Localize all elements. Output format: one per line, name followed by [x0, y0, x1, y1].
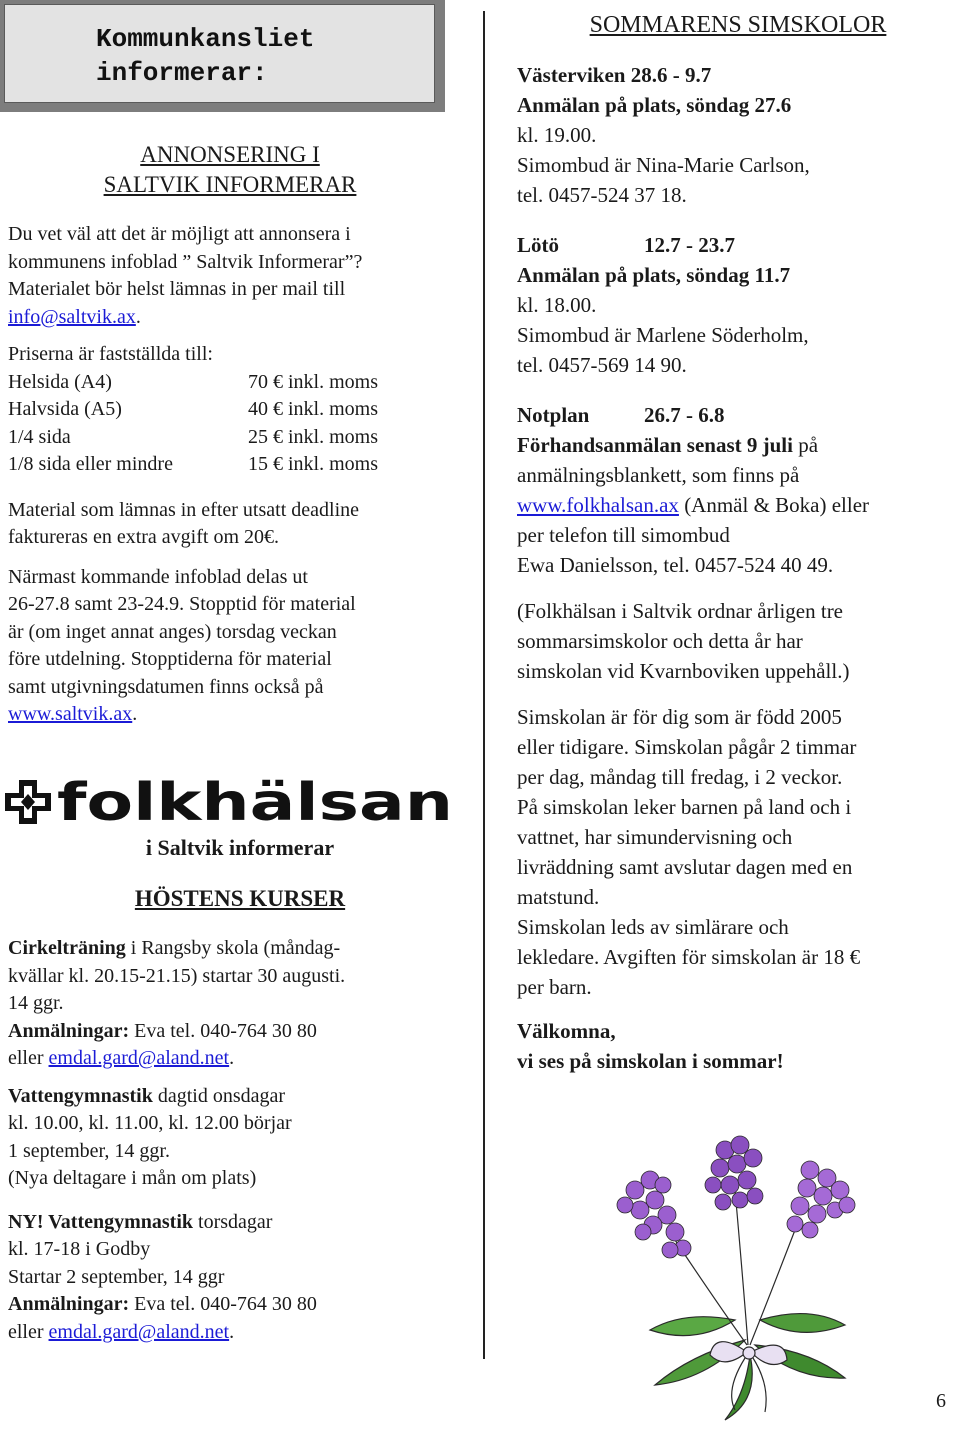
vasterviken-line: Simombud är Nina-Marie Carlson,	[517, 153, 810, 177]
next-line: är (om inget annat anges) torsdag veckan	[8, 620, 337, 643]
forhandsanmalan-label: Förhandsanmälan senast 9 juli	[517, 433, 793, 457]
simskola-line: På simskolan leker barnen på land och i	[517, 795, 852, 819]
loto-name: Lötö	[517, 233, 559, 257]
cirkel-line: 14 ggr.	[8, 992, 64, 1014]
simskolor-title: SOMMARENS SIMSKOLOR	[589, 12, 887, 38]
loto-line: Simombud är Marlene Söderholm,	[517, 323, 809, 347]
header-title	[96, 22, 314, 90]
notplan-line	[517, 430, 957, 460]
site-suffix: .	[132, 703, 138, 725]
simskola-line: Simskolan leds av simlärare och	[517, 915, 789, 939]
ny-label: NY! Vattengymnastik	[8, 1210, 194, 1233]
simskola-line: vattnet, har simundervisning och	[517, 825, 793, 849]
header-title-line1: Kommunkansliet	[96, 24, 315, 54]
welcome-line	[517, 1046, 957, 1076]
anmalan-label: Anmälningar:	[8, 1019, 130, 1042]
vasterviken-line	[517, 90, 957, 120]
welcome-line	[517, 1016, 957, 1046]
email-suffix: .	[135, 305, 141, 328]
forhandsanmalan-text: på	[792, 433, 819, 457]
simskolor-body	[517, 60, 957, 1076]
email-line	[8, 1045, 458, 1073]
emdal-email-link[interactable]: emdal.gard@aland.net	[48, 1047, 230, 1069]
notplan-line: per telefon till simombud	[517, 523, 730, 547]
simskola-line: per barn.	[517, 975, 592, 999]
price-row	[8, 451, 448, 479]
site-line	[8, 701, 448, 729]
emdal-email-link[interactable]: emdal.gard@aland.net	[48, 1320, 230, 1343]
simskola-line: eller tidigare. Simskolan pågår 2 timmar	[517, 735, 857, 759]
simskola-line: lekledare. Avgiften för simskolan är 18 €	[517, 945, 861, 969]
notplan-line: Ewa Danielsson, tel. 0457-524 40 49.	[517, 553, 834, 577]
cirkel-line: kvällar kl. 20.15-21.15) startar 30 augusti.	[8, 964, 346, 987]
email-link[interactable]: info@saltvik.ax	[8, 305, 136, 328]
lilac-flowers-svg	[595, 1130, 880, 1430]
vatten-line: 1 september, 14 ggr.	[8, 1139, 170, 1162]
intro-line: kommunens infoblad ” Saltvik Informerar”?	[8, 250, 363, 273]
simskola-line: Simskolan är för dig som är född 2005	[517, 705, 842, 729]
annonsering-body	[8, 221, 448, 729]
anmalan-text: Eva tel. 040-764 30 80	[129, 1293, 317, 1315]
folkhalsan-logo-svg	[5, 778, 455, 826]
vasterviken-line: kl. 19.00.	[517, 123, 597, 147]
next-line: 26-27.8 samt 23-24.9. Stopptid för material	[8, 593, 356, 615]
price-size: 1/8 sida eller mindre	[8, 453, 173, 475]
email-suffix: .	[229, 1047, 235, 1069]
saltvik-site-link[interactable]: www.saltvik.ax	[8, 703, 133, 725]
price-value: 15 € inkl. moms	[248, 453, 379, 475]
loto-line: kl. 18.00.	[517, 293, 597, 317]
notplan-line	[517, 490, 957, 520]
late-line: Material som lämnas in efter utsatt deadline	[8, 498, 359, 521]
vasterviken-anmalan: Anmälan på plats, söndag 27.6	[517, 93, 792, 117]
ny-text: torsdagar	[193, 1210, 273, 1233]
vasterviken-dates: Västerviken 28.6 - 9.7	[517, 63, 712, 87]
price-row	[8, 424, 448, 452]
ny-line: kl. 17-18 i Godby	[8, 1238, 151, 1260]
vatten-text: dagtid onsdagar	[152, 1084, 286, 1107]
anmalan-text: Eva tel. 040-764 30 80	[129, 1019, 317, 1042]
email-suffix: .	[229, 1320, 235, 1343]
simskola-line: per dag, måndag till fredag, i 2 veckor.	[517, 765, 843, 789]
vasterviken-line: tel. 0457-524 37 18.	[517, 183, 687, 207]
loto-line	[517, 260, 957, 290]
notplan-line: anmälningsblankett, som finns på	[517, 463, 800, 487]
intro-email-line	[8, 304, 448, 332]
cirkel-label: Cirkelträning	[8, 937, 126, 959]
info-line: simskolan vid Kvarnboviken uppehåll.)	[517, 659, 850, 683]
column-divider	[483, 11, 485, 1359]
loto-anmalan: Anmälan på plats, söndag 11.7	[517, 263, 791, 287]
notplan-dates: 26.7 - 6.8	[644, 403, 725, 427]
notplan-heading	[517, 400, 957, 430]
prices-heading: Priserna är fastställda till:	[8, 343, 213, 365]
header-title-line2: informerar:	[96, 58, 268, 88]
cirkel-line	[8, 935, 458, 963]
simskola-line: matstund.	[517, 885, 600, 909]
price-size: 1/4 sida	[8, 425, 71, 448]
info-line: sommarsimskolor och detta år har	[517, 629, 803, 653]
welcome-text: vi ses på simskolan i sommar!	[517, 1049, 784, 1073]
cross-icon	[5, 780, 51, 824]
price-size: Halvsida (A5)	[8, 398, 122, 420]
annonsering-title-line1: ANNONSERING I	[140, 142, 320, 167]
folkhalsan-subtitle: i Saltvik informerar	[145, 835, 335, 860]
anmalan-line	[8, 1291, 458, 1319]
next-line: före utdelning. Stopptiderna för material	[8, 648, 332, 670]
notplan-text: (Anmäl & Boka) eller	[678, 493, 870, 517]
vatten-line: (Nya deltagare i mån om plats)	[8, 1167, 257, 1189]
vatten-label: Vattengymnastik	[8, 1084, 153, 1107]
simskola-line: livräddning samt avslutar dagen med en	[517, 855, 853, 879]
late-line: faktureras en extra avgift om 20€.	[8, 526, 280, 548]
kurser-body	[8, 935, 458, 1346]
annonsering-title-line2: SALTVIK INFORMERAR	[103, 172, 357, 197]
price-value: 25 € inkl. moms	[248, 425, 379, 448]
price-row	[8, 369, 448, 397]
anmalan-label: Anmälningar:	[8, 1293, 130, 1315]
page-number: 6	[936, 1390, 946, 1412]
notplan-name: Notplan	[517, 403, 590, 427]
cirkel-text: i Rangsby skola (måndag-	[125, 937, 341, 959]
folkhalsan-logo	[5, 778, 455, 826]
logo-wordmark: folkhälsan	[57, 778, 453, 826]
eller-text: eller	[8, 1047, 49, 1069]
annonsering-title	[40, 140, 420, 200]
ny-line	[8, 1209, 458, 1237]
eller-text: eller	[8, 1320, 49, 1343]
loto-dates: 12.7 - 23.7	[644, 233, 735, 257]
next-line: samt utgivningsdatumen finns också på	[8, 675, 324, 698]
price-size: Helsida (A4)	[8, 370, 112, 393]
vatten-line	[8, 1083, 458, 1111]
welcome-text: Välkomna,	[517, 1019, 616, 1043]
vasterviken-heading	[517, 60, 957, 90]
folkhalsan-site-link[interactable]: www.folkhalsan.ax	[517, 493, 679, 517]
intro-line: Du vet väl att det är möjligt att annonsera i	[8, 223, 351, 245]
price-row	[8, 396, 448, 424]
price-value: 40 € inkl. moms	[248, 398, 379, 420]
email-line	[8, 1319, 458, 1347]
intro-line: Materialet bör helst lämnas in per mail till	[8, 278, 346, 300]
kurser-title: HÖSTENS KURSER	[134, 886, 346, 911]
next-line: Närmast kommande infoblad delas ut	[8, 565, 308, 588]
ny-line: Startar 2 september, 14 ggr	[8, 1265, 225, 1288]
vatten-line: kl. 10.00, kl. 11.00, kl. 12.00 börjar	[8, 1112, 292, 1134]
lilac-illustration	[595, 1130, 880, 1430]
loto-heading	[517, 230, 957, 260]
loto-line: tel. 0457-569 14 90.	[517, 353, 687, 377]
price-value: 70 € inkl. moms	[248, 370, 379, 393]
anmalan-line	[8, 1018, 458, 1046]
info-line: (Folkhälsan i Saltvik ordnar årligen tre	[517, 599, 844, 623]
